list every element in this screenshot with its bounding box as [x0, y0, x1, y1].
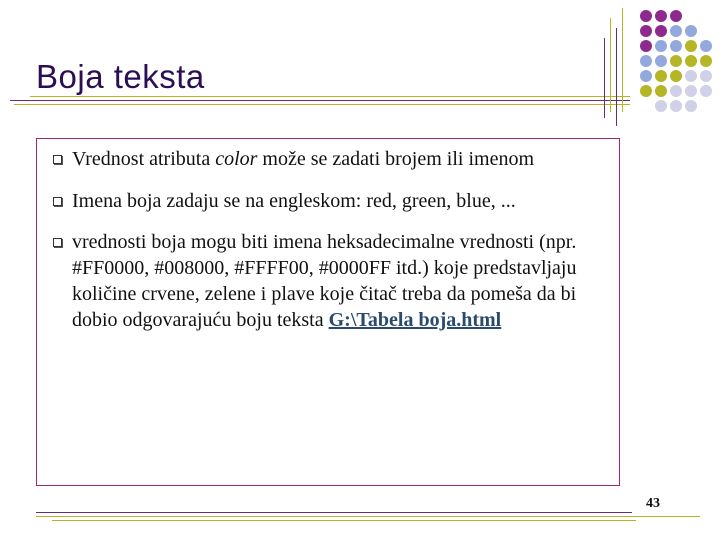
decorative-dot	[685, 55, 697, 67]
decorative-dot	[670, 85, 682, 97]
bullet-text-2: Imena boja zadaju se na engleskom: red, green, blue, ...	[72, 190, 516, 212]
decorative-dot	[640, 85, 652, 97]
bullet-text-1	[72, 146, 612, 172]
bullet-square-icon	[53, 197, 62, 206]
decorative-dot	[655, 85, 667, 97]
bullet-1-before: Vrednost atributa	[72, 148, 216, 170]
vertical-line-1	[604, 38, 605, 118]
header-line-purple	[10, 100, 630, 101]
decorative-dot	[670, 40, 682, 52]
header-line-olive	[30, 96, 630, 97]
decorative-dot	[640, 40, 652, 52]
vertical-line-2	[610, 18, 611, 112]
footer-line-olive-2	[52, 520, 636, 521]
decorative-dot	[655, 55, 667, 67]
decorative-dot	[700, 85, 712, 97]
bullet-square-icon	[53, 155, 62, 164]
decorative-dot	[685, 40, 697, 52]
decorative-dot	[655, 10, 667, 22]
vertical-line-4	[622, 8, 623, 112]
decorative-dot	[700, 40, 712, 52]
tabela-boja-link[interactable]: G:\Tabela boja.html	[328, 309, 502, 331]
bullet-text-3	[72, 229, 612, 333]
decorative-dot	[685, 70, 697, 82]
decorative-dot	[685, 25, 697, 37]
decorative-dot	[655, 100, 667, 112]
footer-line-purple	[36, 512, 632, 513]
decorative-dot	[640, 70, 652, 82]
bullet-3-text: vrednosti boja mogu biti imena heksadecimalne vrednosti (npr. #FF0000, #008000, #FFFF00, #0000FF itd.) koje predstavljaju količine crvene, zelene i plave koje čitač treba da pomeša da bi dobio odgovarajuću boju teksta	[72, 231, 577, 331]
bullet-1-italic: color	[215, 148, 258, 170]
footer-line-olive	[36, 516, 700, 517]
decorative-dot	[640, 55, 652, 67]
content-box	[36, 138, 620, 486]
decorative-dot	[700, 70, 712, 82]
slide-title: Boja teksta	[36, 58, 205, 95]
decorative-dot	[670, 100, 682, 112]
page-number: 43	[646, 496, 660, 511]
decorative-dot	[640, 10, 652, 22]
decorative-dot	[640, 25, 652, 37]
decorative-dot	[700, 55, 712, 67]
vertical-line-3	[616, 28, 617, 126]
decorative-dot	[655, 25, 667, 37]
decorative-dot	[685, 100, 697, 112]
decorative-dot	[670, 10, 682, 22]
decorative-dot	[670, 70, 682, 82]
decorative-dot	[655, 70, 667, 82]
bullet-1-after: može se zadati brojem ili imenom	[257, 148, 535, 170]
header-line-olive-2	[14, 104, 630, 105]
bullet-square-icon	[53, 238, 62, 247]
decorative-dot	[685, 85, 697, 97]
decorative-dot	[670, 55, 682, 67]
decorative-dot	[670, 25, 682, 37]
decorative-dot	[655, 40, 667, 52]
